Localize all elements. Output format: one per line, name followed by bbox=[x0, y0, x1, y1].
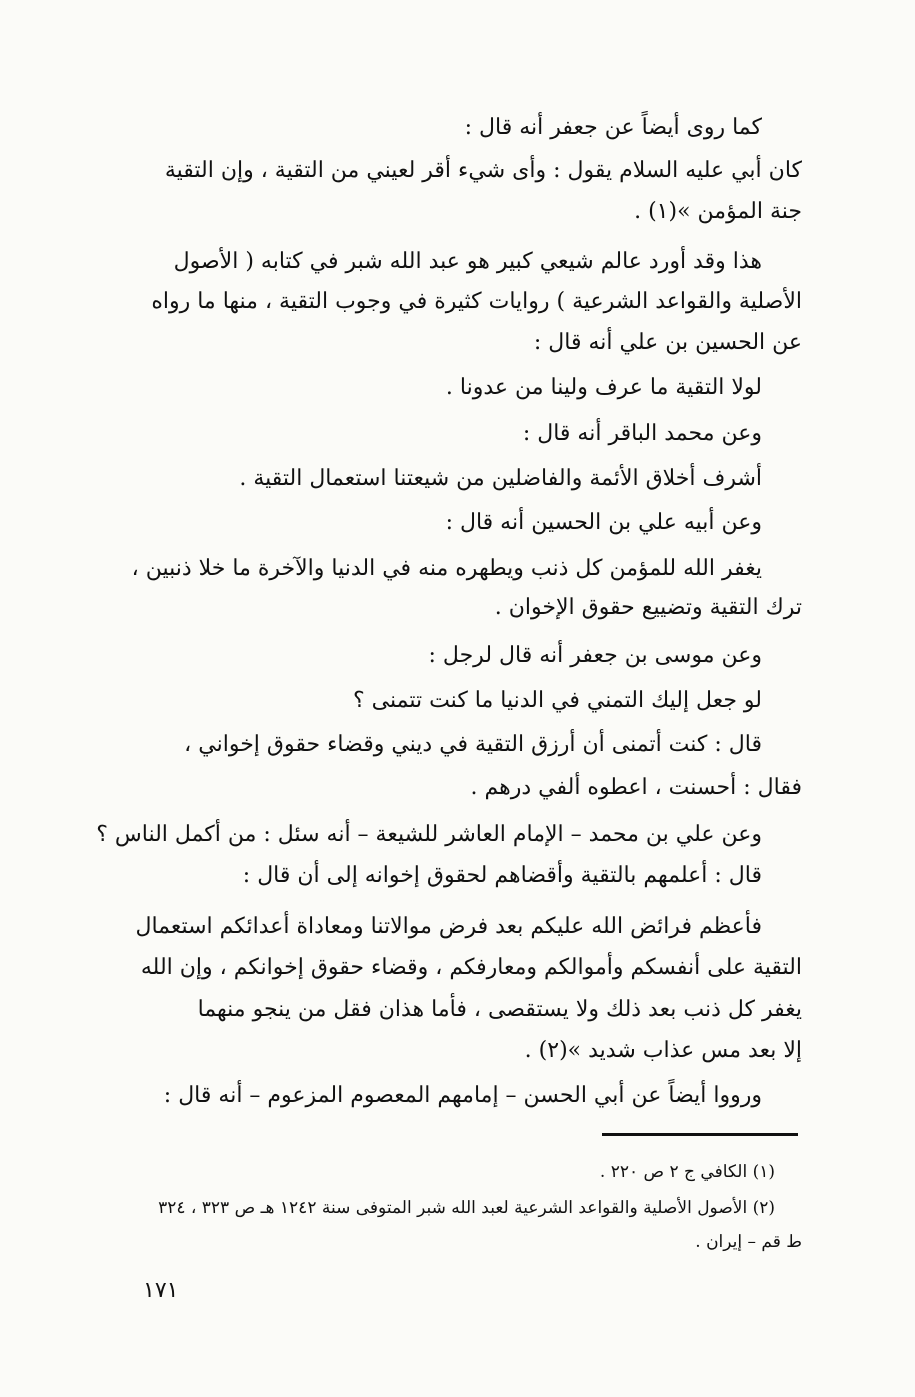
page-number: ١٧١ bbox=[143, 1278, 179, 1303]
text-line: ورووا أيضاً عن أبي الحسن – إمامهم المعصوم المزعوم – أنه قال : bbox=[163, 1083, 762, 1108]
text-line: لولا التقية ما عرف ولينا من عدونا . bbox=[445, 375, 762, 400]
footnote-line: (١) الكافي ج ٢ ص ٢٢٠ . bbox=[599, 1162, 775, 1182]
text-line: وعن أبيه علي بن الحسين أنه قال : bbox=[445, 510, 762, 535]
text-line: عن الحسين بن علي أنه قال : bbox=[533, 330, 802, 355]
text-line: التقية على أنفسكم وأموالكم ومعارفكم ، وقضاء حقوق إخوانكم ، وإن الله bbox=[140, 955, 802, 980]
text-line: أشرف أخلاق الأئمة والفاضلين من شيعتنا استعمال التقية . bbox=[239, 466, 762, 491]
footnote-line: (٢) الأصول الأصلية والقواعد الشرعية لعبد الله شبر المتوفى سنة ١٢٤٢ هـ ص ٣٢٣ ، ٣٢٤ bbox=[158, 1198, 775, 1218]
text-line: يغفر كل ذنب بعد ذلك ولا يستقصى ، فأما هذان فقل من ينجو منهما bbox=[197, 997, 802, 1022]
text-line: وعن موسى بن جعفر أنه قال لرجل : bbox=[428, 643, 762, 668]
footnote-separator bbox=[602, 1133, 798, 1136]
text-line: كما روى أيضاً عن جعفر أنه قال : bbox=[464, 115, 762, 140]
text-line: وعن علي بن محمد – الإمام العاشر للشيعة – أنه سئل : من أكمل الناس ؟ bbox=[96, 822, 762, 847]
text-line: يغفر الله للمؤمن كل ذنب ويطهره منه في الدنيا والآخرة ما خلا ذنبين ، bbox=[131, 556, 762, 581]
text-line: كان أبي عليه السلام يقول : وأى شيء أقر لعيني من التقية ، وإن التقية bbox=[164, 158, 802, 183]
text-line: لو جعل إليك التمني في الدنيا ما كنت تتمنى ؟ bbox=[352, 688, 762, 713]
text-line: هذا وقد أورد عالم شيعي كبير هو عبد الله شبر في كتابه ( الأصول bbox=[173, 249, 762, 274]
text-line: قال : كنت أتمنى أن أرزق التقية في ديني وقضاء حقوق إخواني ، bbox=[184, 732, 762, 757]
footnote-line: ط قم – إيران . bbox=[695, 1232, 802, 1252]
text-line: جنة المؤمن »(١) . bbox=[634, 199, 802, 224]
text-line: إلا بعد مس عذاب شديد »(٢) . bbox=[524, 1038, 802, 1063]
text-line: الأصلية والقواعد الشرعية ) روايات كثيرة في وجوب التقية ، منها ما رواه bbox=[151, 289, 802, 314]
text-line: وعن محمد الباقر أنه قال : bbox=[522, 421, 762, 446]
text-line: فأعظم فرائض الله عليكم بعد فرض موالاتنا ومعاداة أعدائكم استعمال bbox=[135, 914, 762, 939]
text-line: قال : أعلمهم بالتقية وأقضاهم لحقوق إخوانه إلى أن قال : bbox=[242, 863, 762, 888]
text-line: ترك التقية وتضييع حقوق الإخوان . bbox=[494, 595, 802, 620]
text-line: فقال : أحسنت ، اعطوه ألفي درهم . bbox=[470, 775, 802, 800]
